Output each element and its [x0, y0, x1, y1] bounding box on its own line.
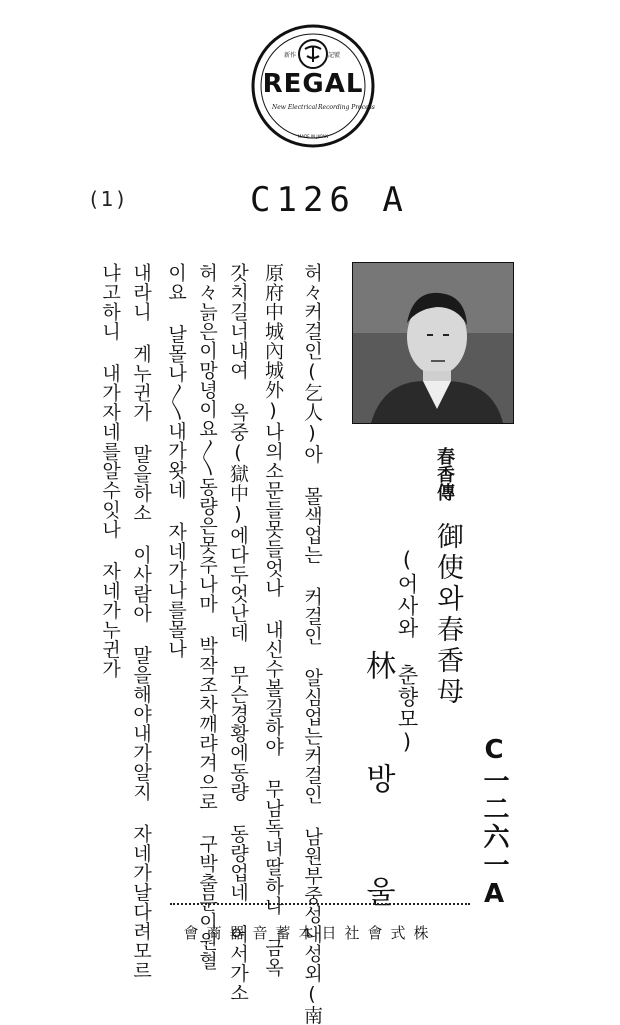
lyric-line-3: 갓치길너내여 옥중(獄中)에다두엇난데 무슨경황에동량 동량업네 어서가소	[227, 263, 249, 1003]
regal-logo	[248, 14, 378, 154]
vertical-record-code: C一二六一A	[479, 735, 509, 911]
performer-name: 林 방 울	[360, 650, 395, 930]
lyric-line-2: 原府中城內城外)나의소문들못들엇나 내신수볼길하야 무남독녀딸하나 금옥	[262, 263, 284, 977]
logo-tag-left: 新作	[284, 52, 297, 59]
logo-brand: REGAL	[262, 69, 364, 99]
lyric-line-1: 허々커걸인(乞人)아 몰색업는 커걸인 알심업는커걸인 남원부중성내성외(南	[301, 263, 323, 1025]
logo-sub-left: New Electrical	[272, 104, 318, 111]
logo-sub-right: Recording Process	[318, 104, 375, 111]
company-name: 會商器音蓄本日社會式株	[183, 924, 437, 942]
lyric-line-6: 내라니 게누귄가 말을하소 이사람아 말을해야내가알지 자네가날다려모르	[130, 263, 152, 980]
lyric-line-7: 냐고하니 내가자네를알수잇나 자네가누귄가	[99, 263, 121, 679]
song-genre: 春香傳	[434, 447, 455, 501]
logo-bottom: MADE IN JAPAN	[297, 134, 329, 139]
song-title: 御使와春香母	[432, 522, 463, 708]
logo-tag-right: 記號	[328, 52, 341, 59]
record-code: C126 A	[250, 180, 409, 220]
song-title-hangul: (어사와 춘향모)	[395, 548, 419, 755]
performer-photo	[352, 262, 514, 424]
lyric-line-4: 허々늙은이망녕이요〳〵동량은못주나마 박작조차깨랴겨으로 구박출문이원혈	[196, 263, 218, 971]
sheet-number: (1)	[90, 187, 128, 211]
lyric-line-5: 이요 날몰나〳〵내가왓네 자네가나를몰나	[165, 263, 187, 659]
footer-divider	[170, 903, 470, 917]
